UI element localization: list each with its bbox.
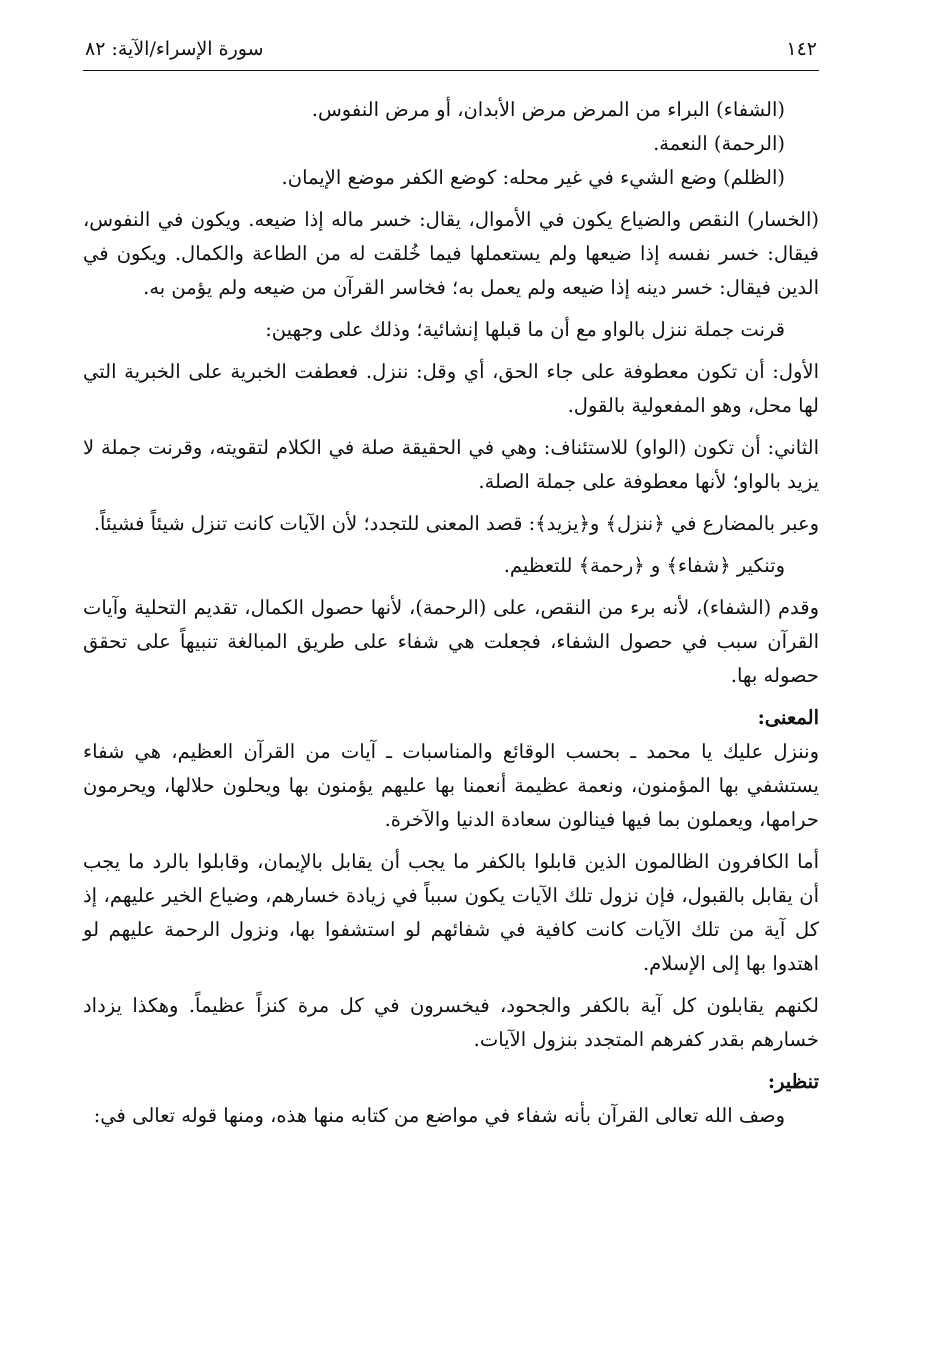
page-body bbox=[83, 93, 819, 1133]
definition-khasar: (الخسار) النقص والضياع يكون في الأموال، يقال: خسر ماله إذا ضيعه. ويكون في النفوس، فيقال: خسر نفسه إذا ضيعها ولم يستعملها فيما خُلقت له من الطاعة والكمال. ويكون في الدين فيقال: خسر دينه إذا ضيعه ولم يعمل به؛ فخاسر القرآن من ضيعه ولم يؤمن به. bbox=[83, 208, 819, 299]
book-page bbox=[83, 38, 819, 1141]
paragraph-meaning-1: وننزل عليك يا محمد ـ بحسب الوقائع والمناسبات ـ آيات من القرآن العظيم، هي شفاء يستشفي بها المؤمنون، ونعمة عظيمة أنعمنا بها عليهم يؤمنون بها ويحلون حلالها، ويحرمون حرامها، ويعملون بما فيها فينالون سعادة الدنيا والآخرة. bbox=[83, 740, 819, 831]
surah-reference: سورة الإسراء/الآية: ٨٢ bbox=[85, 38, 264, 60]
paragraph-precedence: وقدم (الشفاء)، لأنه برء من النقص، على (الرحمة)، لأنها حصول الكمال، تقديم التحلية وآيات القرآن سبب في حصول الشفاء، فجعلت هي شفاء على طريق المبالغة تنبيهاً على تحقق حصوله بها. bbox=[83, 596, 819, 687]
paragraph-analogy: وصف الله تعالى القرآن بأنه شفاء في مواضع من كتابه منها هذه، ومنها قوله تعالى في: bbox=[93, 1104, 785, 1127]
heading-meaning: المعنى: bbox=[757, 706, 819, 729]
paragraph-second-view: الثاني: أن تكون (الواو) للاستئناف: وهي في الحقيقة صلة في الكلام لتقويته، وقرنت جملة لا يزيد بالواو؛ لأنها معطوفة على جملة الصلة. bbox=[83, 436, 819, 493]
heading-analogy: تنظير: bbox=[767, 1070, 819, 1093]
paragraph-meaning-2: أما الكافرون الظالمون الذين قابلوا بالكفر ما يجب أن يقابل بالإيمان، وقابلوا بالرد ما يجب أن يقابل بالقبول، فإن نزول تلك الآيات يكون سبباً في زيادة خسارهم، وضياع الخير عليهم، إذ كل آية من تلك الآيات كانت كافية في شفائهم لو استشفوا بها، ونزول الرحمة عليهم لو اهتدوا بها إلى الإسلام. bbox=[83, 850, 819, 975]
paragraph-first-view: الأول: أن تكون معطوفة على جاء الحق، أي وقل: ننزل. فعطفت الخبرية على الخبرية التي لها محل، وهو المفعولية بالقول. bbox=[83, 360, 819, 417]
header-divider bbox=[83, 70, 819, 71]
paragraph-present-tense: وعبر بالمضارع في ﴿ننزل﴾ و﴿يزيد﴾: قصد المعنى للتجدد؛ لأن الآيات كانت تنزل شيئاً فشيئاً. bbox=[93, 512, 819, 535]
page-header bbox=[83, 38, 819, 68]
page-number: ١٤٢ bbox=[786, 38, 817, 60]
paragraph-meaning-3: لكنهم يقابلون كل آية بالكفر والجحود، فيخسرون في كل مرة كنزاً عظيماً. وهكذا يزداد خسارهم بقدر كفرهم المتجدد بنزول الآيات. bbox=[83, 994, 819, 1051]
definition-shifa: (الشفاء) البراء من المرض مرض الأبدان، أو مرض النفوس. bbox=[311, 98, 785, 121]
definition-rahma: (الرحمة) النعمة. bbox=[653, 132, 785, 155]
paragraph-waw-intro: قرنت جملة ننزل بالواو مع أن ما قبلها إنشائية؛ وذلك على وجهين: bbox=[265, 318, 785, 341]
definition-zulm: (الظلم) وضع الشيء في غير محله: كوضع الكفر موضع الإيمان. bbox=[281, 166, 785, 189]
paragraph-indefinite: وتنكير ﴿شفاء﴾ و ﴿رحمة﴾ للتعظيم. bbox=[503, 554, 785, 577]
